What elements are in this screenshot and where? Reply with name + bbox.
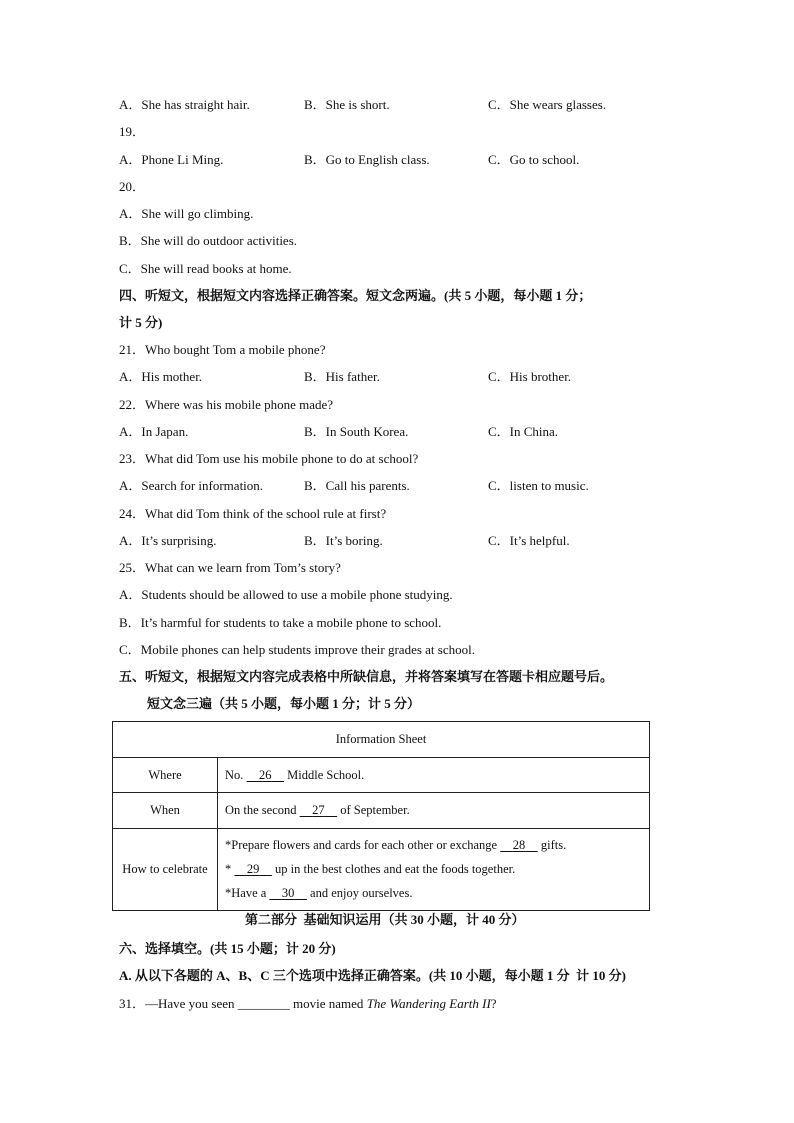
q18-option-a: A．She has straight hair.: [119, 97, 250, 112]
q24-option-a: A．It’s surprising.: [119, 533, 217, 548]
part2-title: 第二部分 基础知识运用（共 30 小题，计 40 分）: [245, 912, 525, 927]
q31-question: 31．—Have you seen ________ movie named The Wandering Earth II?: [119, 996, 497, 1011]
blank-30: 30: [281, 886, 295, 901]
when-text: On the second: [225, 802, 300, 817]
q22-option-c: C．In China.: [488, 424, 559, 439]
q19-option-a: A．Phone Li Ming.: [119, 152, 224, 167]
section6-title: 六、选择填空。(共 15 小题；计 20 分): [119, 941, 336, 956]
section5-title: 五、听短文，根据短文内容完成表格中所缺信息，并将答案填写在答题卡相应题号后。: [119, 669, 614, 684]
information-sheet-table: [112, 721, 650, 911]
q22-question: 22．Where was his mobile phone made?: [119, 397, 334, 412]
q22-option-a: A．In Japan.: [119, 424, 189, 439]
blank-29: 29: [246, 862, 260, 877]
table-header: Information Sheet: [113, 722, 650, 758]
q20-number: 20．: [119, 179, 146, 194]
q19-option-c: C．Go to school.: [488, 152, 580, 167]
q22-option-b: B．In South Korea.: [304, 424, 409, 439]
q23-option-b: B．Call his parents.: [304, 478, 410, 493]
q25-option-c: C．Mobile phones can help students improve their grades at school.: [119, 642, 475, 657]
q20-option-b: B．She will do outdoor activities.: [119, 233, 298, 248]
q18-option-c: C．She wears glasses.: [488, 97, 607, 112]
where-value: [218, 758, 650, 793]
movie-title: The Wandering Earth II: [366, 996, 491, 1011]
q21-question: 21．Who bought Tom a mobile phone?: [119, 342, 326, 357]
q23-option-c: C．listen to music.: [488, 478, 589, 493]
how-to-celebrate-label: How to celebrate: [113, 828, 218, 910]
when-label: When: [113, 793, 218, 828]
where-text: No.: [225, 767, 247, 782]
when-text-end: of September.: [337, 802, 410, 817]
when-value: [218, 793, 650, 828]
q23-question: 23．What did Tom use his mobile phone to do at school?: [119, 451, 419, 466]
q20-option-c: C．She will read books at home.: [119, 261, 292, 276]
blank-26: 26: [259, 767, 272, 782]
q18-option-b: B．She is short.: [304, 97, 390, 112]
section6-sub-a: A. 从以下各题的 A、B、C 三个选项中选择正确答案。(共 10 小题，每小题 1 分 计 10 分): [119, 968, 626, 983]
q21-option-c: C．His brother.: [488, 369, 572, 384]
q25-question: 25．What can we learn from Tom’s story?: [119, 560, 341, 575]
q24-option-c: C．It’s helpful.: [488, 533, 570, 548]
where-text-end: Middle School.: [284, 767, 365, 782]
celebrate-item-2: * 29 up in the best clothes and eat the foods together.: [225, 857, 642, 881]
celebrate-item-3: *Have a 30 and enjoy ourselves.: [225, 881, 642, 905]
q24-option-b: B．It’s boring.: [304, 533, 383, 548]
section5-title-cont: 短文念三遍（共 5 小题，每小题 1 分；计 5 分）: [147, 696, 421, 711]
q20-option-a: A．She will go climbing.: [119, 206, 254, 221]
where-label: Where: [113, 758, 218, 793]
q23-option-a: A．Search for information.: [119, 478, 264, 493]
celebrate-item-1: *Prepare flowers and cards for each other or exchange 28 gifts.: [225, 833, 642, 857]
q19-option-b: B．Go to English class.: [304, 152, 430, 167]
how-to-celebrate-value: [218, 828, 650, 910]
blank-28: 28: [512, 838, 526, 853]
q21-option-a: A．His mother.: [119, 369, 203, 384]
q25-option-b: B．It’s harmful for students to take a mobile phone to school.: [119, 615, 442, 630]
section4-title-cont: 计 5 分): [119, 315, 163, 330]
q24-question: 24．What did Tom think of the school rule at first?: [119, 506, 387, 521]
q19-number: 19．: [119, 124, 146, 139]
q25-option-a: A．Students should be allowed to use a mobile phone studying.: [119, 587, 453, 602]
blank-27: 27: [312, 802, 325, 817]
section4-title: 四、听短文，根据短文内容选择正确答案。短文念两遍。(共 5 小题，每小题 1 分；: [119, 288, 592, 303]
q21-option-b: B．His father.: [304, 369, 380, 384]
